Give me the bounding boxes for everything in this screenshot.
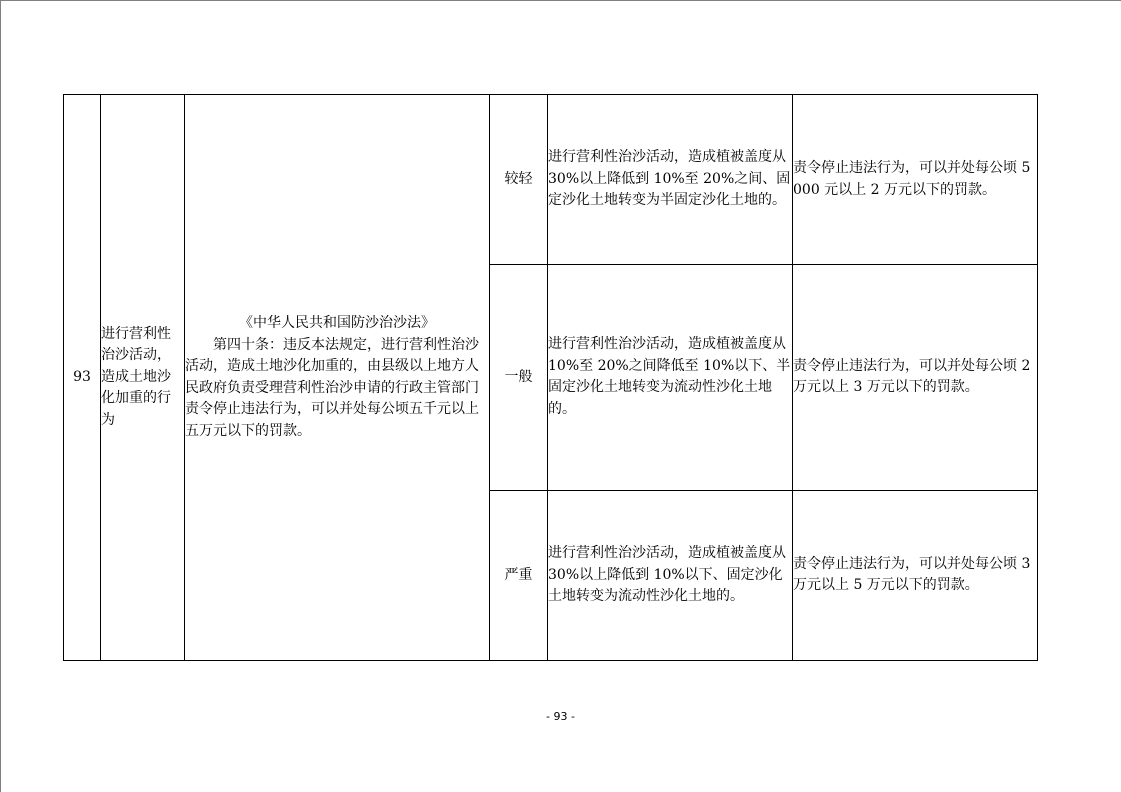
severity-level: 一般 <box>490 265 548 491</box>
legal-basis <box>185 95 490 661</box>
row-number: 93 <box>64 95 101 661</box>
table-row <box>64 95 1038 265</box>
penalty-standard: 责令停止违法行为，可以并处每公顷 3 万元以上 5 万元以下的罚款。 <box>793 490 1038 660</box>
law-title: 《中华人民共和国防沙治沙法》 <box>239 315 435 331</box>
severity-level: 严重 <box>490 490 548 660</box>
penalty-standard: 责令停止违法行为，可以并处每公顷 5000 元以上 2 万元以下的罚款。 <box>793 95 1038 265</box>
page-number: - 93 - <box>546 710 575 723</box>
penalty-standard-table <box>63 94 1038 661</box>
page-frame-top <box>0 0 1121 1</box>
page-frame-left <box>0 0 1 792</box>
law-article: 第四十条：违反本法规定，进行营利性治沙活动，造成土地沙化加重的，由县级以上地方人民政府负责受理营利性治沙申请的行政主管部门责令停止违法行为，可以并处每公顷五千元以上五万元以下的罚款。 <box>185 336 479 439</box>
circumstance: 进行营利性治沙活动，造成植被盖度从 30%以上降低到 10%以下、固定沙化土地转变为流动性沙化土地的。 <box>548 490 793 660</box>
circumstance: 进行营利性治沙活动，造成植被盖度从 10%至 20%之间降低至 10%以下、半固定沙化土地转变为流动性沙化土地的。 <box>548 265 793 491</box>
severity-level: 较轻 <box>490 95 548 265</box>
circumstance: 进行营利性治沙活动，造成植被盖度从 30%以上降低到 10%至 20%之间、固定沙化土地转变为半固定沙化土地的。 <box>548 95 793 265</box>
penalty-standard: 责令停止违法行为，可以并处每公顷 2 万元以上 3 万元以下的罚款。 <box>793 265 1038 491</box>
violation-name: 进行营利性治沙活动，造成土地沙化加重的行为 <box>101 95 185 661</box>
